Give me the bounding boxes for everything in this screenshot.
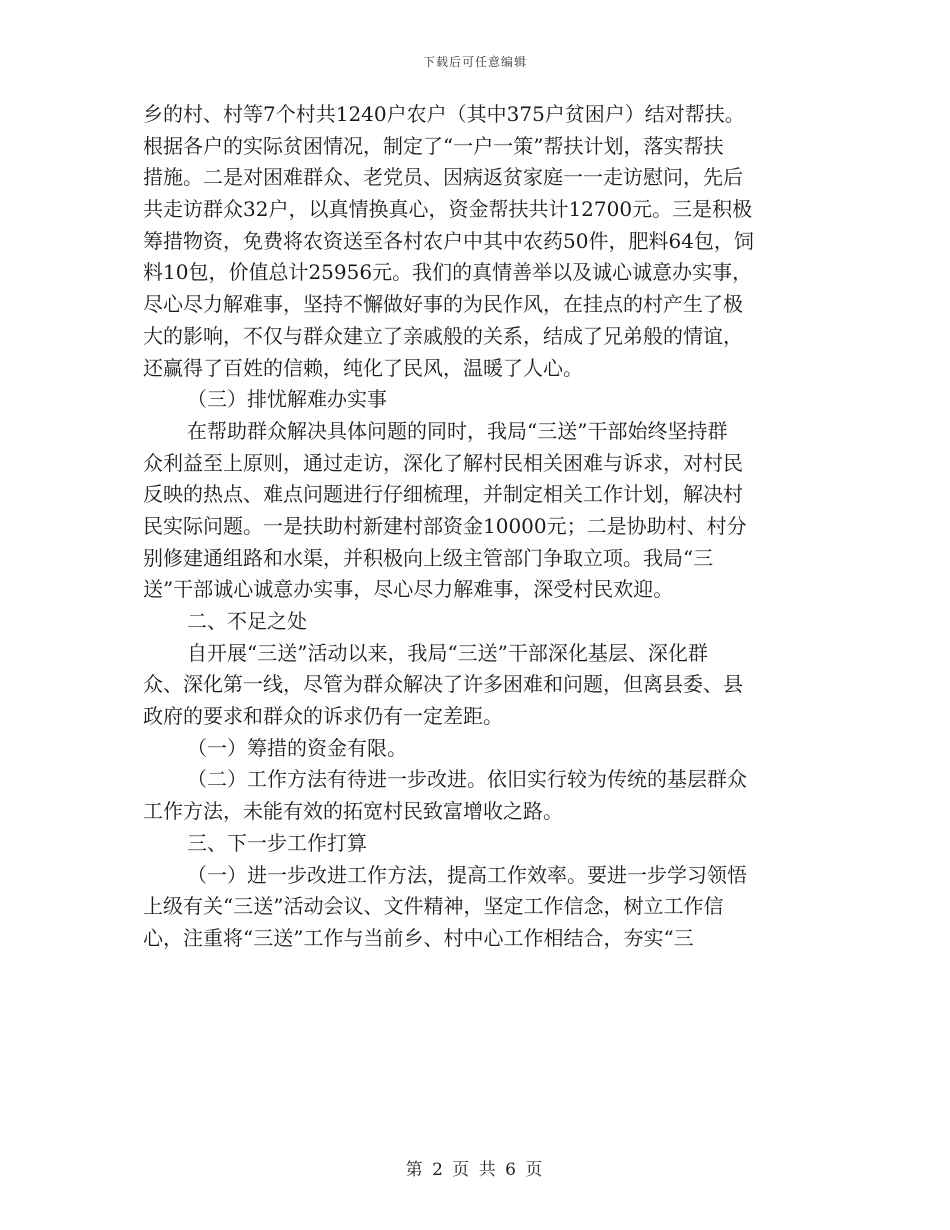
body-line: 上级有关“三送”活动会议、文件精神，坚定工作信念，树立工作信 xyxy=(143,894,724,919)
body-line: 反映的热点、难点问题进行仔细梳理，并制定相关工作计划，解决村 xyxy=(143,482,743,507)
body-line: 大的影响，不仅与群众建立了亲戚般的关系，结成了兄弟般的情谊， xyxy=(143,323,743,348)
body-line: 工作方法，未能有效的拓宽村民致富增收之路。 xyxy=(143,799,563,824)
body-line: 还赢得了百姓的信赖，纯化了民风，温暖了人心。 xyxy=(143,355,583,380)
body-line: 众、深化第一线，尽管为群众解决了许多困难和问题，但离县委、县 xyxy=(143,672,743,697)
body-line: 尽心尽力解难事，坚持不懈做好事的为民作风，在挂点的村产生了极 xyxy=(143,292,743,317)
body-line: 料10包，价值总计25956元。我们的真情善举以及诚心诚意办实事， xyxy=(143,260,753,285)
body-line: 自开展“三送”活动以来，我局“三送”干部深化基层、深化群 xyxy=(187,640,708,665)
page-header-note: 下载后可任意编辑 xyxy=(422,55,527,69)
body-line: 众利益至上原则，通过走访，深化了解村民相关困难与诉求，对村民 xyxy=(143,450,743,475)
body-line: 别修建通组路和水渠，并积极向上级主管部门争取立项。我局“三 xyxy=(143,545,714,570)
body-line: 根据各户的实际贫困情况，制定了“一户一策”帮扶计划，落实帮扶 xyxy=(143,133,724,158)
document-body xyxy=(143,99,805,955)
body-line: 送”干部诚心诚意办实事，尽心尽力解难事，深受村民欢迎。 xyxy=(143,577,674,602)
body-line: 在帮助群众解决具体问题的同时，我局“三送”干部始终坚持群 xyxy=(187,418,728,443)
page-number-footer: 第 2 页 共 6 页 xyxy=(405,1160,545,1180)
section-heading-3: （三）排忧解难办实事 xyxy=(187,387,387,412)
body-line: 共走访群众32户，以真情换真心，资金帮扶共计12700元。三是积极 xyxy=(143,197,753,222)
body-line: 民实际问题。一是扶助村新建村部资金10000元；二是协助村、村分 xyxy=(143,513,747,538)
body-line: （一）进一步改进工作方法，提高工作效率。要进一步学习领悟 xyxy=(187,862,747,887)
body-line: 措施。二是对困难群众、老党员、因病返贫家庭一一走访慰问，先后 xyxy=(143,165,743,190)
body-line: 筹措物资，免费将农资送至各村农户中其中农药50件，肥料64包，饲 xyxy=(143,228,754,253)
section-heading-next-steps: 三、下一步工作打算 xyxy=(187,830,367,855)
body-line: 乡的村、村等7个村共1240户农户（其中375户贫困户）结对帮扶。 xyxy=(143,102,745,126)
body-line: 心，注重将“三送”工作与当前乡、村中心工作相结合，夯实“三 xyxy=(143,925,694,950)
body-line: 政府的要求和群众的诉求仍有一定差距。 xyxy=(143,704,503,729)
section-heading-shortcomings: 二、不足之处 xyxy=(187,609,307,633)
list-item-1: （一）筹措的资金有限。 xyxy=(187,735,407,760)
list-item-2: （二）工作方法有待进一步改进。依旧实行较为传统的基层群众 xyxy=(187,767,747,792)
